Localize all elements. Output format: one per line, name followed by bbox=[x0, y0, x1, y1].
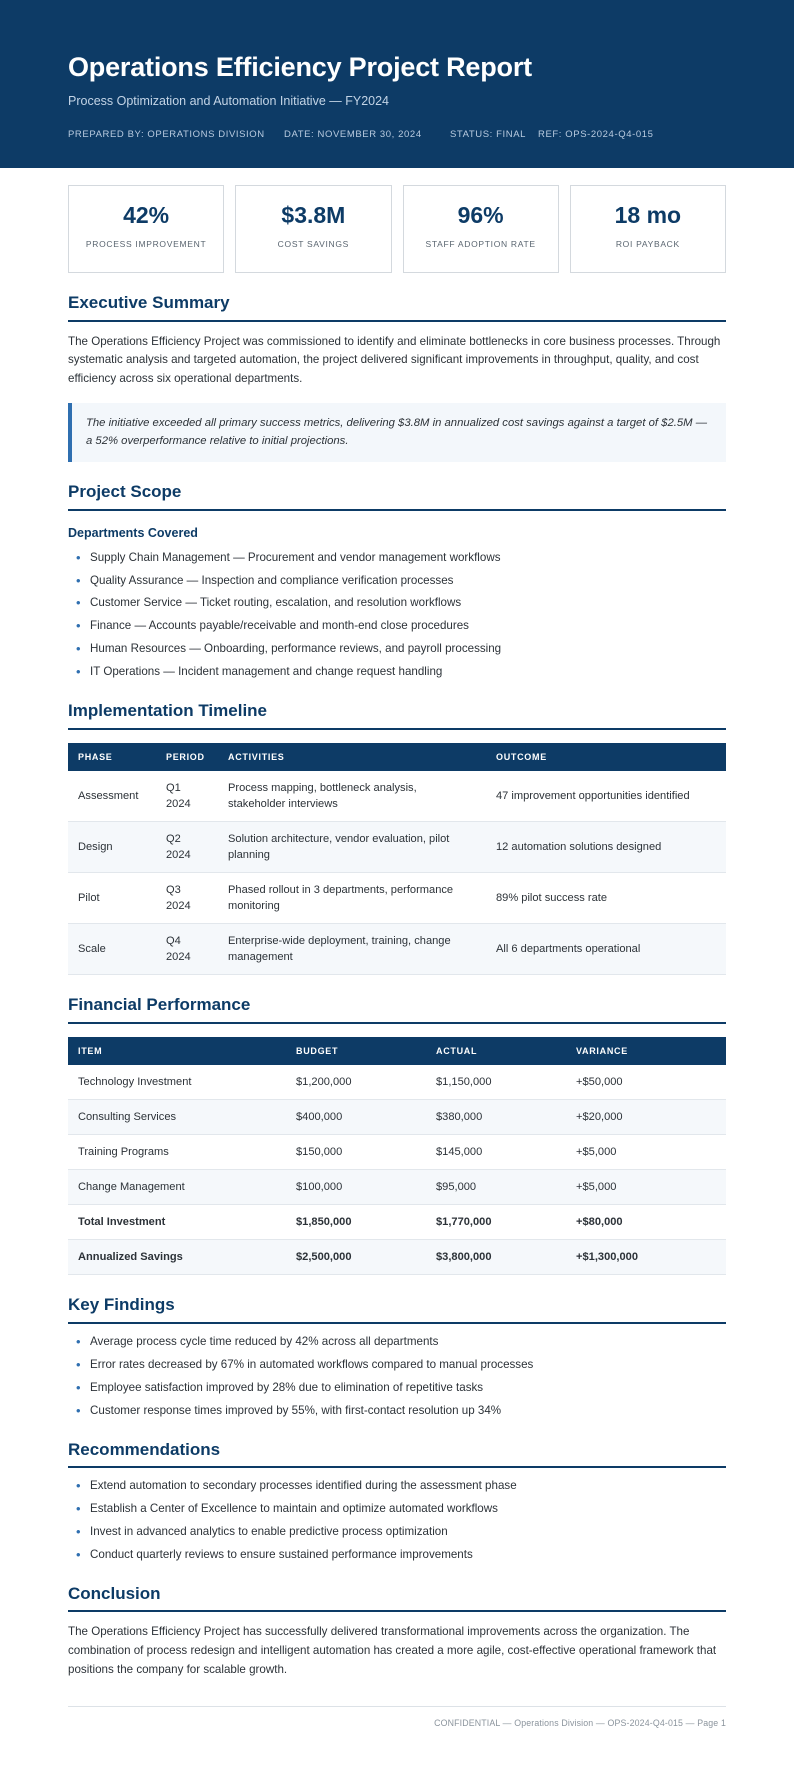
cell-period: Q3 2024 bbox=[156, 873, 218, 924]
timeline-table-head bbox=[68, 743, 726, 771]
kpi-value: 42% bbox=[123, 202, 170, 229]
cell-variance: +$20,000 bbox=[566, 1099, 726, 1134]
section-heading-recommendations: Recommendations bbox=[68, 1440, 726, 1468]
table-row-total-investment bbox=[68, 1205, 726, 1240]
cell-actual: $3,800,000 bbox=[426, 1240, 566, 1275]
list-item: • Error rates decreased by 67% in automated workflows compared to manual processes bbox=[68, 1356, 726, 1374]
cell-activities: Process mapping, bottleneck analysis, stakeholder interviews bbox=[218, 771, 486, 822]
cell-actual: $1,770,000 bbox=[426, 1205, 566, 1240]
cell-budget: $150,000 bbox=[286, 1134, 426, 1169]
page-title: Operations Efficiency Project Report bbox=[68, 52, 532, 82]
recommendations-list bbox=[68, 1477, 726, 1564]
cell-item: Change Management bbox=[68, 1170, 286, 1205]
cell-budget: $1,850,000 bbox=[286, 1205, 426, 1240]
list-item: • Invest in advanced analytics to enable predictive process optimization bbox=[68, 1523, 726, 1541]
kpi-card-process-improvement bbox=[68, 185, 224, 273]
cell-variance: +$5,000 bbox=[566, 1134, 726, 1169]
section-heading-implementation-timeline: Implementation Timeline bbox=[68, 701, 726, 729]
cell-variance: +$50,000 bbox=[566, 1065, 726, 1100]
cell-phase: Design bbox=[68, 821, 156, 872]
list-item: • Conduct quarterly reviews to ensure sustained performance improvements bbox=[68, 1546, 726, 1564]
cell-outcome: 12 automation solutions designed bbox=[486, 821, 726, 872]
section-heading-project-scope: Project Scope bbox=[68, 482, 726, 510]
kpi-value: 18 mo bbox=[614, 202, 682, 229]
cell-budget: $1,200,000 bbox=[286, 1065, 426, 1100]
table-row bbox=[68, 1170, 726, 1205]
cell-actual: $145,000 bbox=[426, 1134, 566, 1169]
cell-phase: Pilot bbox=[68, 873, 156, 924]
cell-activities: Enterprise-wide deployment, training, change management bbox=[218, 924, 486, 975]
cell-period: Q1 2024 bbox=[156, 771, 218, 822]
kpi-card-cost-savings bbox=[235, 185, 391, 273]
table-row bbox=[68, 771, 726, 822]
meta-date: DATE: NOVEMBER 30, 2024 bbox=[284, 129, 422, 141]
list-item: • IT Operations — Incident management and change request handling bbox=[68, 663, 726, 681]
report-header bbox=[0, 0, 794, 168]
financial-table-body bbox=[68, 1065, 726, 1275]
timeline-table bbox=[68, 743, 726, 976]
column-header-actual: ACTUAL bbox=[426, 1037, 566, 1065]
cell-item: Annualized Savings bbox=[68, 1240, 286, 1275]
cell-variance: +$80,000 bbox=[566, 1205, 726, 1240]
list-item: • Customer Service — Ticket routing, escalation, and resolution workflows bbox=[68, 594, 726, 612]
cell-actual: $380,000 bbox=[426, 1099, 566, 1134]
executive-summary-paragraph: The Operations Efficiency Project was commissioned to identify and eliminate bottlenecks in core business processes. Through systematic analysis and targeted automation, the project delivered significant improvements in throughput, quality, and cost efficiency across six operational departments. bbox=[68, 334, 721, 386]
table-row bbox=[68, 924, 726, 975]
list-item: • Employee satisfaction improved by 28% due to elimination of repetitive tasks bbox=[68, 1379, 726, 1397]
list-item: • Finance — Accounts payable/receivable and month-end close procedures bbox=[68, 617, 726, 635]
departments-list bbox=[68, 549, 726, 682]
cell-outcome: All 6 departments operational bbox=[486, 924, 726, 975]
cell-variance: +$5,000 bbox=[566, 1170, 726, 1205]
cell-actual: $95,000 bbox=[426, 1170, 566, 1205]
column-header-activities: ACTIVITIES bbox=[218, 743, 486, 771]
cell-item: Technology Investment bbox=[68, 1065, 286, 1100]
cell-activities: Solution architecture, vendor evaluation, pilot planning bbox=[218, 821, 486, 872]
kpi-card-staff-adoption-rate bbox=[403, 185, 559, 273]
timeline-table-body bbox=[68, 771, 726, 975]
list-item: • Quality Assurance — Inspection and compliance verification processes bbox=[68, 572, 726, 590]
header-meta-row bbox=[68, 128, 726, 142]
column-header-period: PERIOD bbox=[156, 743, 218, 771]
list-item: • Establish a Center of Excellence to maintain and optimize automated workflows bbox=[68, 1500, 726, 1518]
cell-budget: $400,000 bbox=[286, 1099, 426, 1134]
section-heading-executive-summary: Executive Summary bbox=[68, 293, 726, 321]
financial-table bbox=[68, 1037, 726, 1275]
cell-period: Q4 2024 bbox=[156, 924, 218, 975]
cell-actual: $1,150,000 bbox=[426, 1065, 566, 1100]
cell-item: Training Programs bbox=[68, 1134, 286, 1169]
conclusion-paragraph: The Operations Efficiency Project has successfully delivered transformational improvements across the organization. The combination of process redesign and intelligent automation has created a more agile, cost-effective operational framework that positions the company for scalable growth. bbox=[68, 1625, 717, 1676]
meta-prepared-by: PREPARED BY: OPERATIONS DIVISION bbox=[68, 129, 265, 141]
cell-phase: Assessment bbox=[68, 771, 156, 822]
financial-table-head bbox=[68, 1037, 726, 1065]
table-row bbox=[68, 1065, 726, 1100]
section-heading-financial-performance: Financial Performance bbox=[68, 995, 726, 1023]
list-item: • Supply Chain Management — Procurement and vendor management workflows bbox=[68, 549, 726, 567]
kpi-card-row bbox=[68, 185, 726, 273]
kpi-value: 96% bbox=[457, 202, 504, 229]
section-heading-key-findings: Key Findings bbox=[68, 1295, 726, 1323]
cell-phase: Scale bbox=[68, 924, 156, 975]
cell-variance: +$1,300,000 bbox=[566, 1240, 726, 1275]
cell-item: Consulting Services bbox=[68, 1099, 286, 1134]
list-item: • Average process cycle time reduced by 42% across all departments bbox=[68, 1333, 726, 1351]
column-header-outcome: OUTCOME bbox=[486, 743, 726, 771]
cell-item: Total Investment bbox=[68, 1205, 286, 1240]
kpi-card-roi-payback bbox=[570, 185, 726, 273]
kpi-label: STAFF ADOPTION RATE bbox=[425, 238, 536, 249]
kpi-label: ROI PAYBACK bbox=[615, 238, 680, 249]
cell-budget: $2,500,000 bbox=[286, 1240, 426, 1275]
kpi-label: PROCESS IMPROVEMENT bbox=[85, 238, 207, 249]
key-findings-list bbox=[68, 1333, 726, 1420]
list-item: • Extend automation to secondary processes identified during the assessment phase bbox=[68, 1477, 726, 1495]
report-body bbox=[0, 185, 794, 1767]
page-subtitle: Process Optimization and Automation Initiative — FY2024 bbox=[68, 94, 389, 109]
column-header-item: ITEM bbox=[68, 1037, 286, 1065]
table-header-row bbox=[68, 743, 726, 771]
kpi-label: COST SAVINGS bbox=[277, 238, 350, 249]
list-item: • Human Resources — Onboarding, performance reviews, and payroll processing bbox=[68, 640, 726, 658]
table-row bbox=[68, 1099, 726, 1134]
table-header-row bbox=[68, 1037, 726, 1065]
cell-outcome: 89% pilot success rate bbox=[486, 873, 726, 924]
column-header-budget: BUDGET bbox=[286, 1037, 426, 1065]
column-header-phase: PHASE bbox=[68, 743, 156, 771]
table-row bbox=[68, 1134, 726, 1169]
table-row-annualized-savings bbox=[68, 1240, 726, 1275]
table-row bbox=[68, 873, 726, 924]
highlight-callout bbox=[68, 403, 726, 462]
kpi-value: $3.8M bbox=[281, 202, 346, 229]
subheading-departments-covered: Departments Covered bbox=[68, 525, 198, 540]
section-heading-conclusion: Conclusion bbox=[68, 1584, 726, 1612]
cell-outcome: 47 improvement opportunities identified bbox=[486, 771, 726, 822]
table-row bbox=[68, 821, 726, 872]
list-item: • Customer response times improved by 55%, with first-contact resolution up 34% bbox=[68, 1402, 726, 1420]
page-footer: CONFIDENTIAL — Operations Division — OPS-2024-Q4-015 — Page 1 bbox=[68, 1706, 726, 1768]
cell-period: Q2 2024 bbox=[156, 821, 218, 872]
cell-activities: Phased rollout in 3 departments, performance monitoring bbox=[218, 873, 486, 924]
cell-budget: $100,000 bbox=[286, 1170, 426, 1205]
meta-status: STATUS: FINAL bbox=[450, 129, 527, 141]
column-header-variance: VARIANCE bbox=[566, 1037, 726, 1065]
meta-ref: REF: OPS-2024-Q4-015 bbox=[538, 129, 654, 141]
callout-text: The initiative exceeded all primary success metrics, delivering $3.8M in annualized cost savings against a target of $2.5M — a 52% overperformance relative to initial projections. bbox=[86, 417, 708, 448]
